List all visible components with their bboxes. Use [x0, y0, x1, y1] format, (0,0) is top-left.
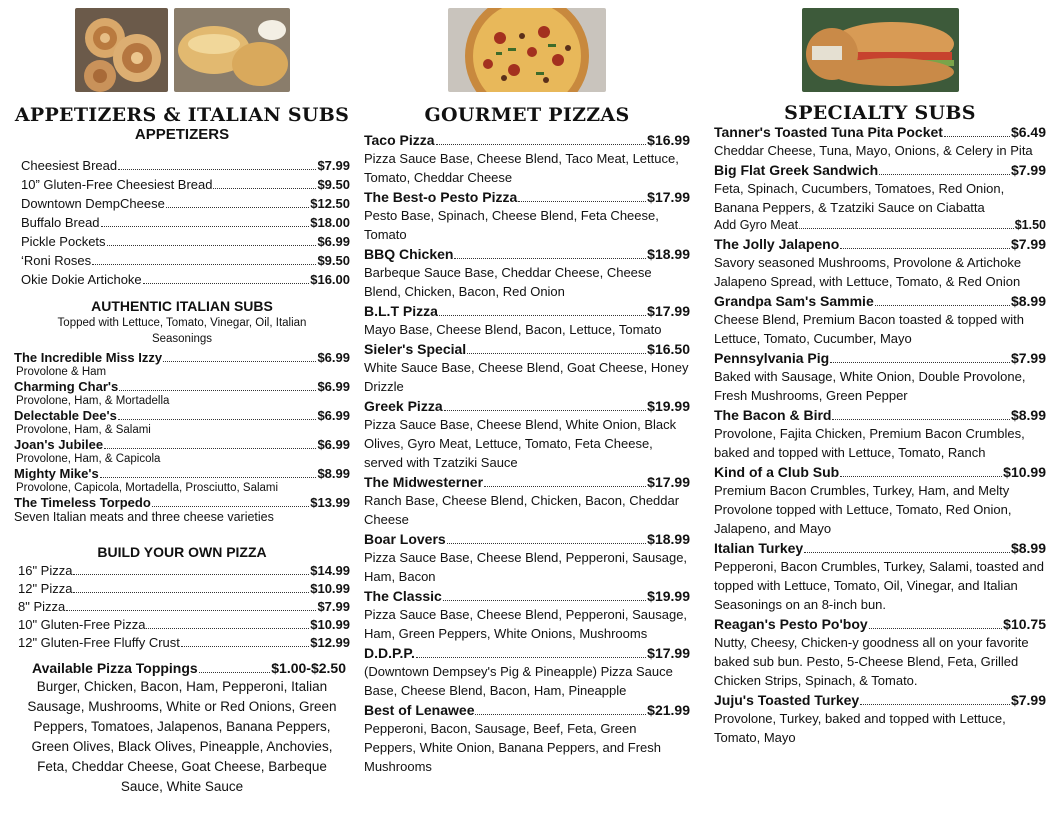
specialty-sub-description: Cheddar Cheese, Tuna, Mayo, Onions, & Celery in Pita — [714, 143, 1033, 158]
gourmet-pizza-description: Pesto Base, Spinach, Cheese Blend, Feta Cheese, Tomato — [364, 208, 659, 242]
pizza-size-line — [14, 598, 350, 616]
appetizer-name: ‘Roni Roses — [21, 253, 92, 268]
build-your-own-list — [14, 562, 350, 652]
gourmet-pizza-price: $19.99 — [647, 398, 690, 414]
gourmet-pizza-name: D.D.P.P. — [364, 645, 415, 661]
specialty-sub-line — [714, 124, 1046, 141]
gourmet-pizza-description: Pizza Sauce Base, Cheese Blend, Pepperoni, Sausage, Ham, Green Peppers, White Onions, Mushrooms — [364, 607, 688, 641]
italian-sub-line — [14, 495, 350, 511]
gourmet-pizza-description: Pizza Sauce Base, Cheese Blend, Taco Meat, Lettuce, Tomato, Cheddar Cheese — [364, 151, 679, 185]
specialty-sub-item — [714, 616, 1046, 690]
appetizer-line — [14, 251, 350, 270]
specialty-sub-description: Provolone, Turkey, baked and topped with Lettuce, Tomato, Mayo — [714, 711, 1006, 745]
toppings-description: Burger, Chicken, Bacon, Ham, Pepperoni, Italian Sausage, Mushrooms, White or Red Onions, Green Peppers, Tomatoes, Jalapenos, Banana Peppers, Green Olives, Black Olives, Pineapple, Anchovies, Feta, Cheddar Cheese, Goat Cheese, Barbeque Sauce, White Sauce — [27, 679, 337, 794]
appetizer-line — [14, 232, 350, 251]
specialty-sub-description: Nutty, Cheesy, Chicken-y goodness all on your favorite baked sub bun. Pesto, 5-Cheese Blend, Feta, Grilled Chicken Strips, Spinach, & Tomato. — [714, 635, 1029, 688]
pizza-size-line — [14, 634, 350, 652]
appetizer-price: $16.00 — [310, 272, 350, 287]
italian-sub-item — [14, 350, 350, 379]
gourmet-pizza-line — [364, 474, 690, 491]
italian-sub-item — [14, 495, 350, 524]
gourmet-pizza-price: $16.99 — [647, 132, 690, 148]
gourmet-pizza-line — [364, 303, 690, 320]
specialty-sub-item — [714, 407, 1046, 462]
appetizer-price: $6.99 — [317, 234, 350, 249]
italian-sub-description: Provolone, Ham, & Mortadella — [16, 395, 170, 407]
specialty-sub-line — [714, 407, 1046, 424]
gourmet-pizza-item — [364, 132, 690, 187]
gourmet-pizza-item — [364, 702, 690, 776]
appetizers-list — [14, 156, 350, 289]
gourmet-pizza-item — [364, 303, 690, 339]
italian-sub-name: The Timeless Torpedo — [14, 495, 151, 510]
specialty-sub-name: Italian Turkey — [714, 540, 804, 556]
gourmet-pizza-description: Pizza Sauce Base, Cheese Blend, White Onion, Black Olives, Gyro Meat, Lettuce, Tomato, Feta Cheese, served with Tzatziki Sauce — [364, 417, 677, 470]
gourmet-pizza-name: Boar Lovers — [364, 531, 446, 547]
specialty-sub-line — [714, 692, 1046, 709]
italian-sub-name: Delectable Dee's — [14, 408, 117, 423]
specialty-sub-description: Savory seasoned Mushrooms, Provolone & Artichoke Jalapeno Spread, with Lettuce, Tomato, & Red Onion — [714, 255, 1022, 289]
gourmet-pizza-name: The Midwesterner — [364, 474, 484, 490]
gourmet-pizza-description: Pizza Sauce Base, Cheese Blend, Pepperoni, Sausage, Ham, Bacon — [364, 550, 688, 584]
specialty-sub-item — [714, 540, 1046, 614]
specialty-sub-name: The Bacon & Bird — [714, 407, 832, 423]
italian-sub-price: $8.99 — [317, 466, 350, 481]
toppings-line — [14, 660, 350, 677]
pizza-size-line — [14, 562, 350, 580]
appetizers-heading: APPETIZERS — [134, 126, 230, 143]
gourmet-pizza-name: The Classic — [364, 588, 442, 604]
specialty-sub-name: The Jolly Jalapeno — [714, 236, 840, 252]
italian-sub-line — [14, 408, 350, 424]
gourmet-pizza-line — [364, 702, 690, 719]
gourmet-pizza-price: $18.99 — [647, 531, 690, 547]
gourmet-pizza-line — [364, 132, 690, 149]
pizza-size-name: 12" Gluten-Free Fluffy Crust — [18, 635, 180, 650]
specialty-subs-heading: SPECIALTY SUBS — [784, 102, 976, 124]
italian-sub-line — [14, 350, 350, 366]
gourmet-pizza-name: The Best-o Pesto Pizza — [364, 189, 518, 205]
italian-sub-price: $6.99 — [317, 379, 350, 394]
specialty-sub-line — [714, 616, 1046, 633]
appetizer-line — [14, 175, 350, 194]
gourmet-pizza-name: Taco Pizza — [364, 132, 435, 148]
italian-sub-item — [14, 437, 350, 466]
specialty-sub-name: Kind of a Club Sub — [714, 464, 840, 480]
specialty-sub-line — [714, 350, 1046, 367]
specialty-sub-name: Grandpa Sam's Sammie — [714, 293, 874, 309]
specialty-sub-item — [714, 236, 1046, 291]
gourmet-pizza-name: Best of Lenawee — [364, 702, 475, 718]
gourmet-pizza-item — [364, 588, 690, 643]
specialty-sub-name: Tanner's Toasted Tuna Pita Pocket — [714, 124, 943, 140]
pizza-size-price: $12.99 — [310, 635, 350, 650]
pizza-size-line — [14, 616, 350, 634]
pizza-size-price: $14.99 — [310, 563, 350, 578]
gourmet-pizzas-column — [364, 0, 690, 778]
gourmet-pizza-line — [364, 398, 690, 415]
appetizer-line — [14, 270, 350, 289]
gourmet-pizza-name: Sieler's Special — [364, 341, 467, 357]
pizza-photo — [448, 8, 606, 92]
gourmet-pizza-price: $17.99 — [647, 189, 690, 205]
specialty-sub-price: $8.99 — [1010, 540, 1046, 556]
sub-sandwich-photo — [802, 8, 959, 92]
pizza-size-name: 8" Pizza — [18, 599, 66, 614]
italian-sub-description: Provolone, Ham, & Capicola — [16, 453, 161, 465]
pizza-photos — [364, 8, 690, 96]
gourmet-pizzas-heading: GOURMET PIZZAS — [424, 104, 630, 126]
appetizer-photos — [14, 8, 350, 96]
pizza-size-name: 10" Gluten-Free Pizza — [18, 617, 146, 632]
specialty-sub-line — [714, 162, 1046, 179]
specialty-sub-item — [714, 124, 1046, 160]
gourmet-pizza-description: Pepperoni, Bacon, Sausage, Beef, Feta, Green Peppers, White Onion, Banana Peppers, and Fresh Mushrooms — [364, 721, 662, 774]
italian-sub-line — [14, 437, 350, 453]
italian-sub-description: Provolone & Ham — [16, 366, 107, 378]
appetizer-price: $9.50 — [317, 253, 350, 268]
build-your-own-pizza-heading: BUILD YOUR OWN PIZZA — [97, 544, 267, 560]
italian-sub-name: Charming Char's — [14, 379, 119, 394]
gourmet-pizza-item — [364, 189, 690, 244]
toppings-label: Available Pizza Toppings — [32, 660, 198, 676]
gourmet-pizza-name: BBQ Chicken — [364, 246, 454, 262]
italian-sub-price: $6.99 — [317, 408, 350, 423]
appetizer-name: Cheesiest Bread — [21, 158, 118, 173]
italian-subs-note: Topped with Lettuce, Tomato, Vinegar, Oil, Italian Seasonings — [57, 317, 307, 345]
appetizer-name: Buffalo Bread — [21, 215, 100, 230]
gourmet-pizza-price: $21.99 — [647, 702, 690, 718]
gourmet-pizza-price: $16.50 — [647, 341, 690, 357]
pizza-size-price: $10.99 — [310, 617, 350, 632]
italian-sub-description: Provolone, Capicola, Mortadella, Prosciutto, Salami — [16, 482, 279, 494]
gourmet-pizza-item — [364, 398, 690, 472]
gourmet-pizza-line — [364, 246, 690, 263]
specialty-sub-price: $8.99 — [1010, 407, 1046, 423]
gourmet-pizza-line — [364, 588, 690, 605]
gourmet-pizza-item — [364, 246, 690, 301]
italian-sub-price: $6.99 — [317, 437, 350, 452]
gourmet-pizza-name: B.L.T Pizza — [364, 303, 438, 319]
italian-sub-name: Mighty Mike's — [14, 466, 99, 481]
gourmet-pizza-description: Ranch Base, Cheese Blend, Chicken, Bacon, Cheddar Cheese — [364, 493, 680, 527]
gourmet-pizza-description: Barbeque Sauce Base, Cheddar Cheese, Cheese Blend, Chicken, Bacon, Red Onion — [364, 265, 652, 299]
specialty-sub-description: Pepperoni, Bacon Crumbles, Turkey, Salami, toasted and topped with Lettuce, Tomato, Oil, Vinegar, and Italian Seasonings on an 8-inch bun. — [714, 559, 1044, 612]
specialty-sub-description: Feta, Spinach, Cucumbers, Tomatoes, Red Onion, Banana Peppers, & Tzatziki Sauce on Ciabatta — [714, 181, 1005, 215]
specialty-sub-line — [714, 293, 1046, 310]
addon-line — [714, 217, 1046, 234]
pizza-size-name: 12" Pizza — [18, 581, 73, 596]
gourmet-pizza-name: Greek Pizza — [364, 398, 443, 414]
specialty-sub-price: $7.99 — [1010, 162, 1046, 178]
specialty-sub-price: $7.99 — [1010, 350, 1046, 366]
appetizer-name: Pickle Pockets — [21, 234, 106, 249]
appetizer-line — [14, 194, 350, 213]
italian-sub-price: $6.99 — [317, 350, 350, 365]
gourmet-pizza-price: $17.99 — [647, 645, 690, 661]
specialty-sub-item — [714, 162, 1046, 234]
appetizer-line — [14, 156, 350, 175]
appetizer-name: Downtown DempCheese — [21, 196, 165, 211]
italian-sub-item — [14, 408, 350, 437]
specialty-sub-description: Baked with Sausage, White Onion, Double Provolone, Fresh Mushrooms, Green Pepper — [714, 369, 1026, 403]
gourmet-pizza-description: White Sauce Base, Cheese Blend, Goat Cheese, Honey Drizzle — [364, 360, 689, 394]
specialty-sub-description: Premium Bacon Crumbles, Turkey, Ham, and Melty Provolone topped with Lettuce, Tomato, Red Onion, Jalapeno, and Mayo — [714, 483, 1012, 536]
gourmet-pizza-item — [364, 474, 690, 529]
specialty-sub-price: $10.75 — [1003, 616, 1046, 632]
italian-sub-name: The Incredible Miss Izzy — [14, 350, 163, 365]
gourmet-pizza-item — [364, 531, 690, 586]
gourmet-pizza-price: $17.99 — [647, 474, 690, 490]
appetizer-price: $18.00 — [310, 215, 350, 230]
appetizer-line — [14, 213, 350, 232]
pizza-size-price: $7.99 — [317, 599, 350, 614]
specialty-sub-item — [714, 350, 1046, 405]
appetizer-name: 10” Gluten-Free Cheesiest Bread — [21, 177, 213, 192]
gourmet-pizza-price: $17.99 — [647, 303, 690, 319]
specialty-subs-list — [714, 124, 1046, 747]
specialty-sub-name: Big Flat Greek Sandwich — [714, 162, 879, 178]
gourmet-pizza-item — [364, 645, 690, 700]
pizza-size-line — [14, 580, 350, 598]
gourmet-pizza-line — [364, 531, 690, 548]
gourmet-pizza-line — [364, 189, 690, 206]
specialty-sub-name: Pennsylvania Pig — [714, 350, 830, 366]
gourmet-pizza-item — [364, 341, 690, 396]
italian-sub-price: $13.99 — [310, 495, 350, 510]
italian-sub-description: Provolone, Ham, & Salami — [16, 424, 151, 436]
gourmet-pizza-description: (Downtown Dempsey's Pig & Pineapple) Pizza Sauce Base, Cheese Blend, Bacon, Ham, Pineapple — [364, 664, 673, 698]
appetizer-name: Okie Dokie Artichoke — [21, 272, 142, 287]
sub-photos — [714, 8, 1046, 98]
specialty-sub-line — [714, 540, 1046, 557]
specialty-sub-item — [714, 692, 1046, 747]
appetizer-price: $7.99 — [317, 158, 350, 173]
appetizer-price: $9.50 — [317, 177, 350, 192]
specialty-sub-price: $7.99 — [1010, 236, 1046, 252]
gourmet-pizza-line — [364, 341, 690, 358]
italian-sub-line — [14, 466, 350, 482]
italian-sub-line — [14, 379, 350, 395]
specialty-sub-price: $8.99 — [1010, 293, 1046, 309]
specialty-sub-description: Cheese Blend, Premium Bacon toasted & topped with Lettuce, Tomato, Cucumber, Mayo — [714, 312, 1025, 346]
italian-sub-description: Seven Italian meats and three cheese varieties — [14, 510, 274, 524]
italian-sub-name: Joan's Jubilee — [14, 437, 104, 452]
addon-label: Add Gyro Meat — [714, 218, 799, 232]
italian-sub-item — [14, 379, 350, 408]
italian-sub-item — [14, 466, 350, 495]
gourmet-pizza-price: $18.99 — [647, 246, 690, 262]
specialty-sub-price: $10.99 — [1003, 464, 1046, 480]
italian-subs-heading: AUTHENTIC ITALIAN SUBS — [91, 298, 273, 314]
specialty-sub-price: $6.49 — [1010, 124, 1046, 140]
specialty-sub-line — [714, 464, 1046, 481]
pizza-size-name: 16" Pizza — [18, 563, 73, 578]
specialty-sub-item — [714, 464, 1046, 538]
gourmet-pizza-description: Mayo Base, Cheese Blend, Bacon, Lettuce, Tomato — [364, 322, 662, 337]
appetizers-column — [14, 0, 350, 797]
specialty-sub-description: Provolone, Fajita Chicken, Premium Bacon Crumbles, baked and topped with Lettuce, Tomato, Ranch — [714, 426, 1025, 460]
appetizer-price: $12.50 — [310, 196, 350, 211]
cinnamon-rolls-photo — [75, 8, 168, 92]
italian-subs-list — [14, 347, 350, 524]
specialty-sub-name: Reagan's Pesto Po'boy — [714, 616, 868, 632]
calzone-photo — [174, 8, 290, 92]
specialty-sub-name: Juju's Toasted Turkey — [714, 692, 860, 708]
specialty-subs-column — [714, 0, 1046, 749]
gourmet-pizza-line — [364, 645, 690, 662]
appetizers-italian-subs-heading: APPETIZERS & ITALIAN SUBS — [14, 104, 350, 126]
specialty-sub-line — [714, 236, 1046, 253]
gourmet-pizza-price: $19.99 — [647, 588, 690, 604]
gourmet-pizzas-list — [364, 132, 690, 776]
specialty-sub-price: $7.99 — [1010, 692, 1046, 708]
pizza-size-price: $10.99 — [310, 581, 350, 596]
specialty-sub-item — [714, 293, 1046, 348]
addon-price: $1.50 — [1014, 218, 1046, 232]
toppings-price: $1.00-$2.50 — [271, 660, 346, 676]
